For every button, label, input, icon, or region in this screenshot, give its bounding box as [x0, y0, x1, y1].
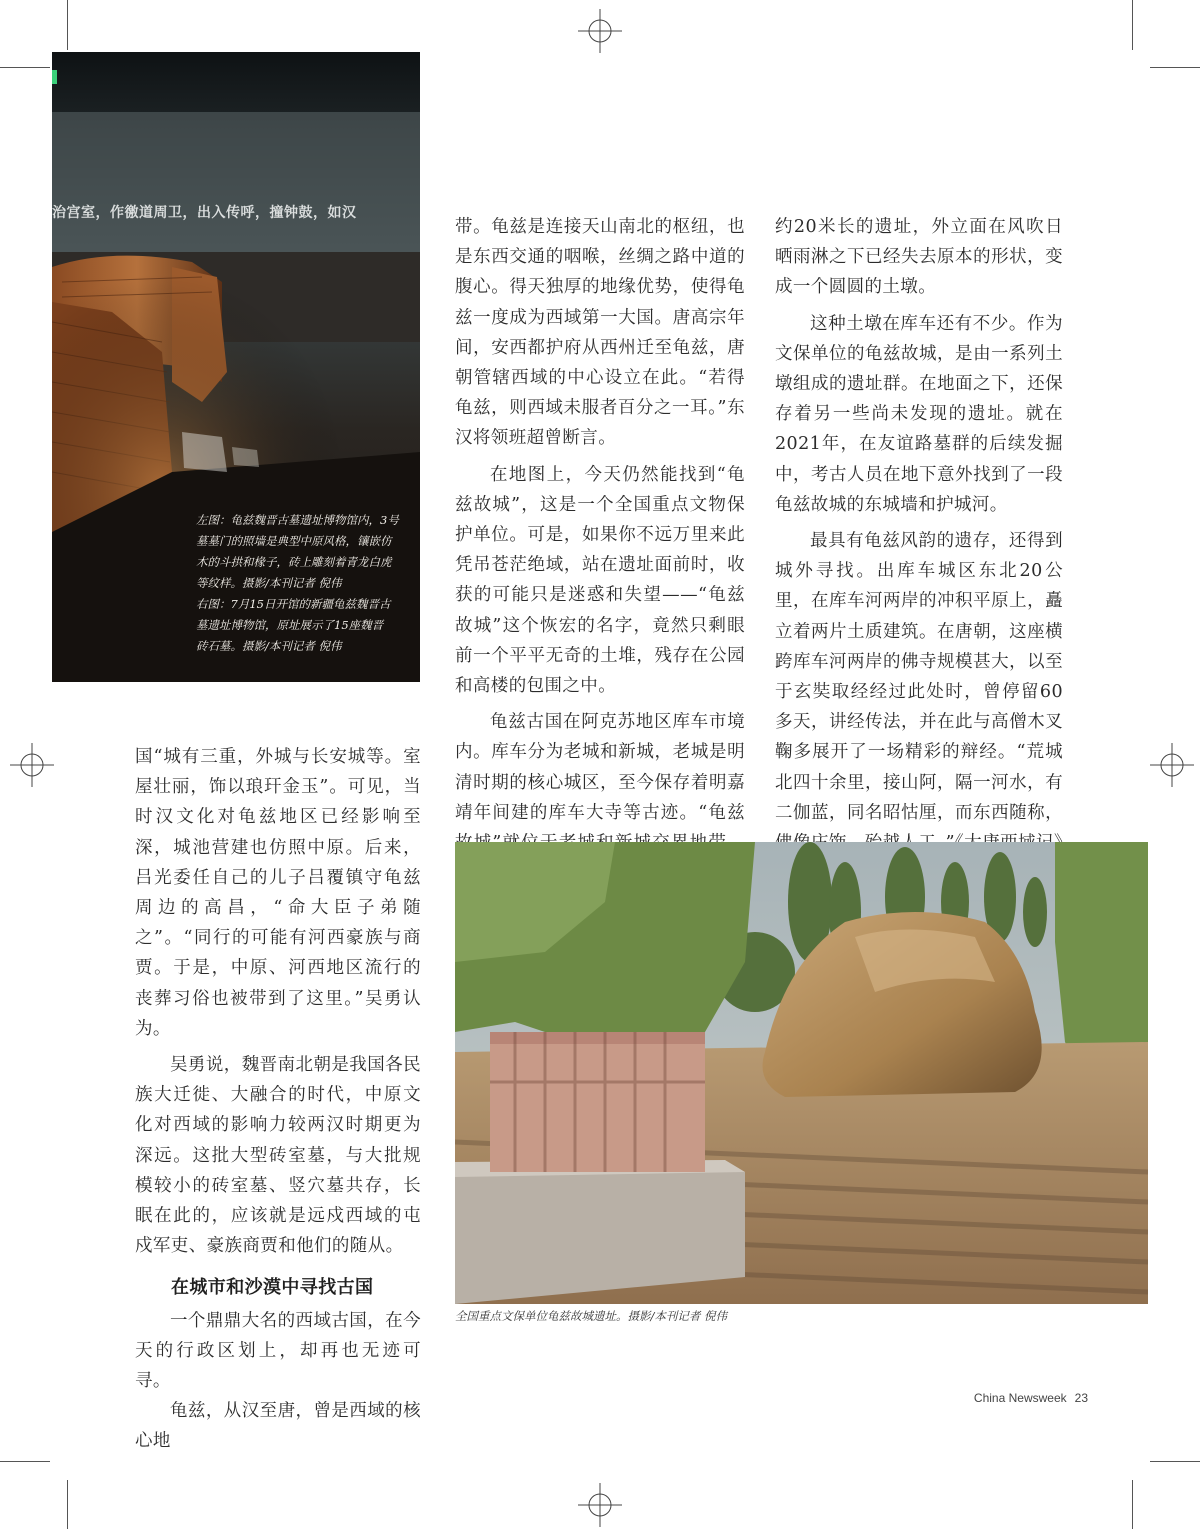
museum-interior-photo — [52, 52, 420, 682]
paragraph: 国“城有三重，外城与长安城等。室屋壮丽，饰以琅玕金玉”。可见，当时汉文化对龟兹地区已经影响至深，城池营建也仿照中原。后来，吕光委任自己的儿子吕覆镇守龟兹周边的高昌，“命大臣子弟随之”。“同行的可能有河西豪族与商贾。于是，中原、河西地区流行的丧葬习俗也被带到了这里。”吴勇认为。 — [135, 747, 421, 1039]
page-number: 23 — [1074, 1391, 1088, 1405]
ancient-city-ruins-photo — [455, 842, 1148, 1304]
text-column-1 — [135, 742, 421, 1457]
paragraph: 最具有龟兹风韵的遗存，还得到城外寻找。出库车城区东北20公里，在库车河两岸的冲积平原上，矗立着两片土质建筑。在唐朝，这座横跨库车河两岸的佛寺规模甚大，以至于玄奘取经经过此处时，曾停留60多天，讲经传法，并在此与高僧木叉鞠多展开了一场精彩的辩经。“荒城北四十余里，接山阿，隔一河水，有二伽蓝，同名昭怙厘，而东西随称， — [775, 531, 1063, 823]
paragraph: 吴勇说，魏晋南北朝是我国各民族大迁徙、大融合的时代，中原文化对西域的影响力较两汉时期更为深远。这批大型砖室墓，与大批规模较小的砖室墓、竖穴墓共存，长眠在此的，应该就是远戍西域的屯戍军吏、豪族商贾和他们的随从。 — [135, 1055, 421, 1257]
paragraph: 一个鼎鼎大名的西域古国，在今天的行政区划上，却再也无迹可寻。 — [135, 1310, 421, 1392]
page-footer — [974, 1391, 1088, 1405]
registration-mark-icon — [578, 1483, 622, 1527]
paragraph: 这种土墩在库车还有不少。作为文保单位的龟兹故城，是由一系列土墩组成的遗址群。在地面之下，还保存着另一些尚未发现的遗址。就在2021年，在友谊路墓群的后续发掘中，考古人员在地下意外找到了一段龟兹故城的东城墙和护城河。 — [775, 313, 1063, 515]
section-heading: 在城市和沙漠中寻找古国 — [171, 1277, 374, 1299]
caption-line: 右图：7月15日开馆的新疆龟兹魏晋古 — [196, 597, 391, 611]
registration-mark-icon — [1150, 743, 1194, 787]
crop-mark — [67, 0, 68, 50]
paragraph: 带。龟兹是连接天山南北的枢纽，也是东西交通的咽喉，丝绸之路中道的腹心。得天独厚的地缘优势，使得龟兹一度成为西域第一大国。唐高宗年间，安西都护府从西州迁至龟兹，唐朝管辖西域的中心设立在此。“若得龟兹，则西域未服者百分之一耳。”东汉将领班超曾断言。 — [455, 217, 745, 449]
paragraph: 约20米长的遗址，外立面在风吹日晒雨淋之下已经失去原本的形状，变成一个圆圆的土墩。 — [775, 217, 1063, 298]
museum-wall-inscription: 治宫室，作徼道周卫，出入传呼，撞钟鼓，如汉 — [52, 205, 357, 221]
paragraph: 龟兹古国在阿克苏地区库车市境内。库车分为老城和新城，老城是明清时期的核心城区，至今保存着明嘉靖年间建的库车大寺等古迹。“龟兹 — [455, 712, 745, 823]
caption-line: 墓墓门的照墙是典型中原风格，镶嵌仿 — [196, 534, 392, 548]
registration-mark-icon — [578, 9, 622, 53]
crop-mark — [1132, 0, 1133, 50]
text-column-2 — [455, 212, 745, 919]
caption-line: 木的斗拱和椽子，砖上雕刻着青龙白虎 — [196, 555, 392, 569]
registration-mark-icon — [10, 743, 54, 787]
caption-line: 等纹样。摄影/本刊记者 倪伟 — [196, 576, 342, 590]
caption-line: 砖石墓。摄影/本刊记者 倪伟 — [196, 639, 342, 653]
crop-mark — [67, 1480, 68, 1529]
paragraph: 在地图上，今天仍然能找到“龟兹故城”，这是一个全国重点文物保护单位。可是，如果你不远万里来此凭吊苍茫绝域，站在遗址面前时，收获的可能只是迷惑和失望——“龟兹故城”这个恢宏的名字，竟然只剩眼前一个平平无奇的土堆，残存在公园和高楼的包围之中。 — [455, 464, 745, 697]
right-photo-caption: 全国重点文保单位龟兹故城遗址。摄影/本刊记者 倪伟 — [455, 1309, 728, 1323]
crop-mark — [0, 67, 50, 68]
caption-line: 左图：龟兹魏晋古墓遗址博物馆内，3号 — [196, 513, 399, 527]
paragraph: 龟兹，从汉至唐，曾是西域的核心地 — [135, 1401, 421, 1452]
caption-line: 墓遗址博物馆，原址展示了15座魏晋 — [196, 618, 384, 632]
crop-mark — [1150, 67, 1200, 68]
left-photo-caption — [196, 510, 400, 657]
crop-mark — [1150, 1461, 1200, 1462]
crop-mark — [0, 1461, 50, 1462]
crop-mark — [1132, 1480, 1133, 1529]
text-column-3 — [775, 212, 1063, 888]
magazine-name: China Newsweek — [973, 1391, 1067, 1405]
